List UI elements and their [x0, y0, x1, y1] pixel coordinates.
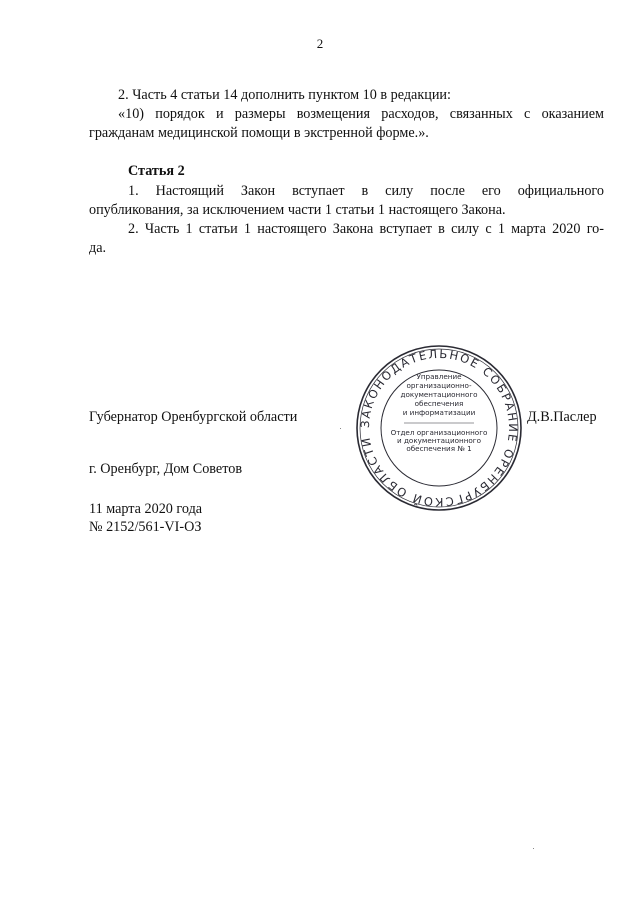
article-p2-line-1: 2. Часть 1 статьи 1 настоящего Закона вступает в силу с 1 марта 2020 го-: [128, 221, 604, 237]
law-number: № 2152/561-VI-ОЗ: [89, 519, 202, 535]
scan-speck: [340, 428, 341, 429]
stamp-inner-line: и документационного: [397, 436, 481, 445]
stamp-seal-graphic: [354, 343, 524, 513]
stamp-inner-line: Отдел организационного: [390, 428, 488, 437]
stamp-inner-line: и информатизации: [402, 408, 476, 417]
amendment-line-1: 2. Часть 4 статьи 14 дополнить пунктом 10 в редакции:: [118, 87, 451, 103]
signing-date: 11 марта 2020 года: [89, 501, 203, 517]
stamp-inner-line: Управление: [416, 372, 462, 381]
article-p1-line-2: опубликования, за исключением части 1 статьи 1 настоящего Закона.: [89, 202, 506, 218]
signatory-position: Губернатор Оренбургской области: [89, 409, 298, 425]
signatory-name: Д.В.Паслер: [527, 409, 597, 425]
scan-speck: [533, 848, 534, 849]
amendment-line-2: «10) порядок и размеры возмещения расходов, связанных с оказанием: [118, 106, 604, 122]
page-number: 2: [316, 36, 324, 51]
amendment-line-3: гражданам медицинской помощи в экстренной форме.».: [89, 125, 429, 141]
stamp-ring-text: ЗАКОНОДАТЕЛЬНОЕ СОБРАНИЕ ОРЕНБУРГСКОЙ ОБЛАСТИ: [357, 346, 521, 510]
stamp-inner-line: документационного: [400, 390, 478, 399]
stamp-inner-text: [391, 372, 488, 453]
stamp-inner-line: организационно-: [406, 381, 472, 390]
signing-place: г. Оренбург, Дом Советов: [89, 461, 243, 477]
article-p1-line-1: 1. Настоящий Закон вступает в силу после его официального: [128, 183, 604, 199]
article-heading: Статья 2: [128, 163, 185, 179]
official-stamp: [354, 343, 524, 513]
stamp-inner-line: обеспечения № 1: [406, 444, 472, 453]
stamp-inner-line: обеспечения: [414, 399, 464, 408]
article-p2-line-2: да.: [89, 240, 107, 256]
